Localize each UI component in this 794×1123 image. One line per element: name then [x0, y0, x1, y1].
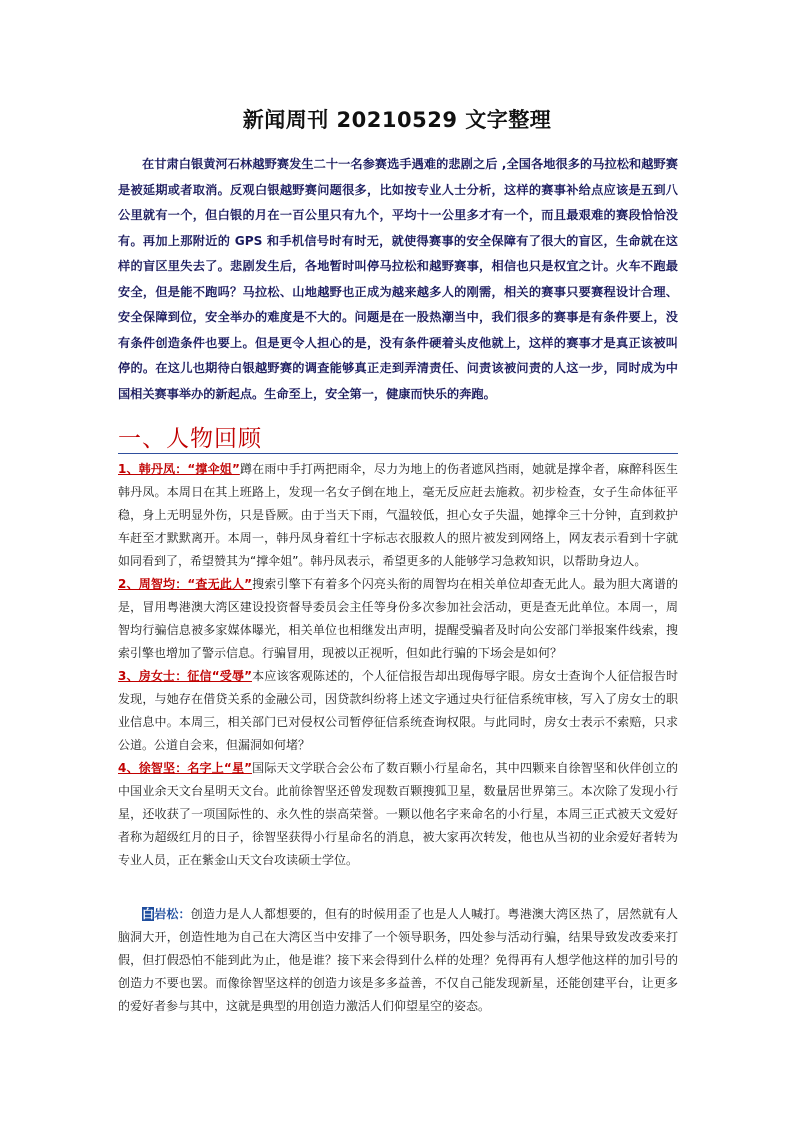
commentator-highlight: 白: [142, 907, 155, 921]
person-text: 本应该客观陈述的，个人征信报告却出现侮辱字眼。房女士查询个人征信报告时发现，与她存在借贷关系的金融公司，因贷款纠纷将上述文字通过央行征信系统审核，写入了房女士的职业信息中。本周三，相关部门已对侵权公司暂停征信系统查询权限。与此同时，房女士表示不索赔，只求公道。公道自会来，但漏洞如何堵？: [118, 669, 678, 752]
commentator-name-rest: 岩松：: [154, 907, 191, 921]
person-text: 蹲在雨中手打两把雨伞，尽力为地上的伤者遮风挡雨，她就是撑伞者，麻醉科医生韩丹凤。本周日在其上班路上，发现一名女子倒在地上，毫无反应赶去施救。初步检查，女子生命体征平稳，身上无明显外伤，只是昏厥。由于当天下雨，气温较低，担心女子失温，她撑伞三十分钟，直到救护车赶至才默默离开。本周一，韩丹凤身着红十字标志衣服救人的照片被发到网络上，网友表示看到十字就如同看到了，希望赞其为“撑伞姐”。韩丹凤表示，希望更多的人能够学习急救知识，以帮助身边人。: [118, 462, 678, 568]
section-heading: 一、人物回顾: [118, 426, 262, 452]
section-divider: [118, 453, 678, 454]
person-entry-4: [118, 757, 678, 872]
person-text: 搜索引擎下有着多个闪亮头衔的周智均在相关单位却查无此人。最为胆大离谱的是，冒用粤港澳大湾区建设投资督导委员会主任等身份多次参加社会活动，更是查无此单位。本周一，周智均行骗信息被多家媒体曝光，相关单位也相继发出声明，提醒受骗者及时向公安部门举报案件线索，搜索引擎也增加了警示信息。行骗冒用，现被以正视听，但如此行骗的下场会是如何？: [118, 577, 678, 660]
person-text: 国际天文学联合会公布了数百颗小行星命名，其中四颗来自徐智坚和伙伴创立的中国业余天文台星明天文台。此前徐智坚还曾发现数百颗搜狐卫星，数量居世界第三。本次除了发现小行星，还收获了一项国际性的、永久性的崇高荣誉。一颗以他名字来命名的小行星，本周三正式被天文爱好者称为超级红月的日子，徐智坚获得小行星命名的消息，被大家再次转发，他也从当初的业余爱好者转为专业人员，正在紫金山天文台攻读硕士学位。: [118, 761, 678, 867]
person-entry-1: [118, 458, 678, 573]
people-list: [118, 458, 678, 872]
person-entry-2: [118, 573, 678, 665]
commentator-label: [142, 907, 191, 921]
person-label: 1、韩丹凤：“撑伞姐”: [118, 462, 240, 476]
intro-paragraph: 在甘肃白银黄河石林越野赛发生二十一名参赛选手遇难的悲剧之后 ,全国各地很多的马拉松和越野赛是被延期或者取消。反观白银越野赛问题很多，比如按专业人士分析，这样的赛事补给点应该是五到八公里就有一个，但白银的月在一百公里只有九个，平均十一公里多才有一个，而且最艰难的赛段恰恰没有。再加上那附近的 GPS 和手机信号时有时无，就使得赛事的安全保障有了很大的盲区，生命就在这样的盲区里失去了。悲剧发生后，各地暂时叫停马拉松和越野赛事，相信也只是权宜之计。火车不跑最安全，但是能不跑吗？马拉松、山地越野也正成为越来越多人的刚需，相关的赛事只要赛程设计合理、安全保障到位，安全举办的难度是不大的。问题是在一股热潮当中，我们很多的赛事是有条件要上，没有条件创造条件也要上。但是更令人担心的是，没有条件硬着头皮他就上，这样的赛事才是真正该被叫停的。在这儿也期待白银越野赛的调查能够真正走到弄清责任、问责该被问责的人这一步，同时成为中国相关赛事举办的新起点。生命至上，安全第一，健康而快乐的奔跑。: [118, 157, 678, 401]
person-entry-3: [118, 665, 678, 757]
person-label: 3、房女士：征信“受辱”: [118, 669, 253, 683]
document-title: 新闻周刊 20210529 文字整理: [242, 108, 552, 132]
commentary-paragraph: [118, 903, 678, 1018]
person-label: 2、周智均：“查无此人”: [118, 577, 253, 591]
commentary-text: 创造力是人人都想要的，但有的时候用歪了也是人人喊打。粤港澳大湾区热了，居然就有人脑洞大开，创造性地为自己在大湾区当中安排了一个领导职务，四处参与活动行骗，结果导致发改委来打假，但打假恐怕不能到此为止，他是谁？接下来会得到什么样的处理？免得再有人想学他这样的加引号的创造力不要也罢。而像徐智坚这样的创造力该是多多益善，不仅自己能发现新星，还能创建平台，让更多的爱好者参与其中，这就是典型的用创造力激活人们仰望星空的姿态。: [118, 907, 678, 1013]
person-label: 4、徐智坚：名字上“星”: [118, 761, 253, 775]
